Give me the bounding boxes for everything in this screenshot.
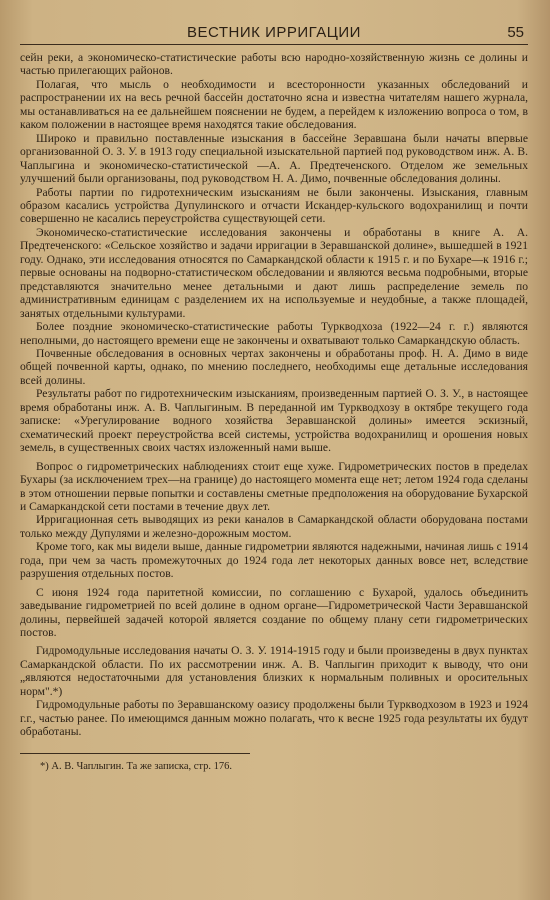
paragraph: Полагая, что мысль о необходимости и всесторонности указанных обследований и распространении их на весь речной бассейн достаточно ясна и известна читателям нашего журнала, мы останавливаться на ее дальнейшем пояснении не будем, а перейдем к изложению вопроса о том, в каком положении в настоящее время находятся такие обследования. bbox=[20, 77, 528, 132]
paragraph: Гидромодульные исследования начаты О. З. У. 1914-1915 году и были произведены в двух пунктах Самаркандской области. По их рассмотрении инж. А. В. Чаплыгин приходит к выводу, что они „являются недостаточными для установления близких к нормальным поливных и оросительных норм".*) bbox=[20, 644, 528, 698]
paragraph: Гидромодульные работы по Зеравшанскому оазису продолжены были Туркводхозом в 1923 и 1924 г.г., частью ранее. По имеющимся данным можно полагать, что к весне 1925 года результаты их будут обработаны. bbox=[20, 698, 528, 739]
article-body bbox=[20, 51, 528, 739]
paragraph: С июня 1924 года паритетной комиссии, по соглашению с Бухарой, удалось объединить заведывание гидрометрией по всей долине в одном органе—Гидрометрической Части Зеравшанской долины, первейшей задачей которой является создание по общему плану сети гидрометрических постов. bbox=[20, 585, 528, 640]
footnote: *) А. В. Чаплыгин. Та же записка, стр. 176. bbox=[40, 760, 233, 772]
paragraph: Результаты работ по гидротехническим изысканиям, произведенным партией О. З. У., в настоящее время обработаны инж. А. В. Чаплыгиным. В переданной им Туркводхозу в октябре текущего года записке: «Урегулирование водного хозяйства Зеравшанской долины» имеется эскизный, схематический проект переустройства всей системы, устройства водохранилищ и орошения новых земель, в существенных своих частях изложенный нами выше. bbox=[20, 387, 528, 455]
paragraph: Работы партии по гидротехническим изысканиям не были закончены. Изыскания, главным образом касались устройства Дупулинского и отчасти Искандер-кульского водохранилищ и почти совершенно не касались переустройства существующей сети. bbox=[20, 185, 528, 226]
paragraph: сейн реки, а экономическо-статистические работы всю народно-хозяйственную жизнь се долины и частью прилегающих районов. bbox=[20, 51, 528, 78]
paragraph: Более поздние экономическо-статистические работы Туркводхоза (1922—24 г. г.) являются неполными, до настоящего времени еще не закончены и охватывают только Самаркандскую область. bbox=[20, 320, 528, 347]
paragraph: Широко и правильно поставленные изыскания в бассейне Зеравшана были начаты впервые организованной О. З. У. в 1913 году специальной изыскательной партией под руководством инж. А. В. Чаплыгина и экономическо-статистической —А. А. Предтеченского. Отделом же земельных улучшений были организованы, под руководством Н. А. Димо, почвенные обследования долины. bbox=[20, 131, 528, 186]
footnote-divider bbox=[20, 753, 250, 754]
journal-title: ВЕСТНИК ИРРИГАЦИИ bbox=[187, 24, 361, 41]
paragraph: Кроме того, как мы видели выше, данные гидрометрии являются надежными, начиная лишь с 1914 года, при чем за часть промежуточных до 1924 года лет некоторых данных вовсе нет, вследствие разрушения отдельных постов. bbox=[20, 540, 528, 581]
paragraph: Экономическо-статистические исследования закончены и обработаны в книге А. А. Предтеченского: «Сельское хозяйство и задачи ирригации в Зеравшанской долине», вышедшей в 1921 году. Однако, эти исследования относятся по Самаркандской области к 1915 г. и по Бухаре—к 1916 г.; первые основаны на подворно-статистическом обследовании и являются весьма подробными, вторые представляются значительно менее детальными и дают лишь распределение земель по административным единицам с разделением их на используемые и неудобные, а также площадей, занятых отдельными культурами. bbox=[20, 225, 528, 320]
paragraph: Ирригационная сеть выводящих из реки каналов в Самаркандской области оборудована постами только между Дупулями и железно-дорожным мостом. bbox=[20, 513, 528, 540]
page-number: 55 bbox=[507, 24, 524, 41]
paragraph: Вопрос о гидрометрических наблюдениях стоит еще хуже. Гидрометрических постов в пределах Бухары (за исключением трех—на границе) до настоящего момента еще нет; летом 1924 года сделаны в этом отношении первые попытки и составлены сметные предположения на оборудование Бухарской и Самаркандской сети постами в течение двух лет. bbox=[20, 459, 528, 513]
running-header bbox=[20, 10, 528, 45]
paragraph: Почвенные обследования в основных чертах закончены и обработаны проф. Н. А. Димо в виде общей почвенной карты, однако, по мнению последнего, необходимы еще детальные исследования всей долины. bbox=[20, 346, 528, 387]
